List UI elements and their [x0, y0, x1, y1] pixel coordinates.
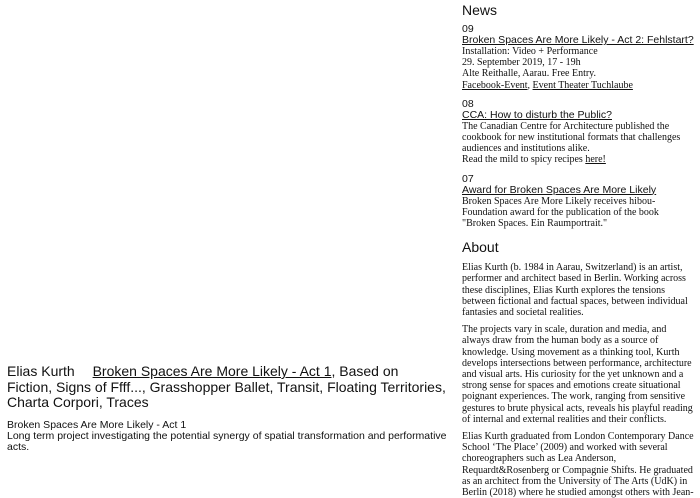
about-heading: About [462, 239, 499, 256]
news-number: 09 [462, 23, 474, 35]
about-paragraph: Elias Kurth graduated from London Contemporary Dance School ‘The Place’ (2009) and worked with several choreographers such as Lea Anderson, Requardt&Rosenberg or Compagnie Shifts. He graduated as an architect from the University of The Arts (UdK) in Berlin (2018) where he studied amongst others with Jean- [462, 431, 694, 498]
site-owner-link[interactable]: Elias Kurth [7, 363, 75, 379]
nav-other-projects[interactable]: , Based on Fiction, Signs of Ffff..., Grasshopper Ballet, Transit, Floating Territories, Charta Corpori, Traces [7, 363, 446, 410]
news-read-line [462, 154, 694, 165]
news-line: Alte Reithalle, Aarau. Free Entry. [462, 68, 597, 80]
about-paragraph: The projects vary in scale, duration and media, and always draw from the human body as a source of knowledge. Using movement as a thinking tool, Kurth develops intersections between performance, architecture and visual arts. His curiosity for the yet unknown and a strong sense for spaces and emotions create situational poignant experiences. The work, ranging from sensitive gestures to brute physical acts, reveals his playful reading of internal and external realities and their conflicts. [462, 324, 693, 425]
news-line: 29. September 2019, 17 - 19h [462, 57, 581, 69]
recipes-link[interactable]: here! [585, 154, 606, 166]
news-item [462, 99, 694, 166]
news-number: 08 [462, 97, 474, 110]
info-column [462, 2, 694, 498]
about-paragraph: Elias Kurth (b. 1984 in Aarau, Switzerland) is an artist, performer and architect based in Berlin. Working across these disciplines, Elias Kurth explores the tensions between fictional and factual spaces, between individual fantasies and societal realities. [462, 262, 688, 319]
news-headline-link[interactable]: Broken Spaces Are More Likely - Act 2: Fehlstart? [462, 34, 694, 46]
news-heading: News [462, 2, 498, 18]
news-line: Installation: Video + Performance [462, 46, 598, 57]
news-headline-link[interactable]: Award for Broken Spaces Are More Likely [462, 183, 657, 196]
project-panel [7, 364, 447, 453]
news-number: 07 [462, 172, 474, 185]
news-text: The Canadian Centre for Architecture published the cookbook for new institutional formats that challenges audiences and institutions alike. [462, 120, 681, 155]
facebook-event-link[interactable]: Facebook-Event [462, 79, 528, 91]
read-prefix: Read the mild to spicy recipes [462, 154, 586, 166]
site-nav [7, 364, 447, 411]
news-headline-link[interactable]: CCA: How to disturb the Public? [462, 108, 612, 121]
project-title: Broken Spaces Are More Likely - Act 1 [7, 418, 187, 431]
news-item [462, 174, 694, 230]
news-links: Facebook-Event, Event Theater Tuchlaube [462, 79, 633, 91]
news-text: Broken Spaces Are More Likely receives hibou-Foundation award for the publication of the book "Broken Spaces. Ein Raumportrait." [462, 195, 659, 230]
nav-item-current-project[interactable]: Broken Spaces Are More Likely - Act 1 [92, 363, 332, 379]
news-item [462, 24, 694, 91]
theater-event-link[interactable]: Event Theater Tuchlaube [532, 79, 633, 91]
project-description: Long term project investigating the potential synergy of spatial transformation and performative acts. [7, 429, 447, 453]
